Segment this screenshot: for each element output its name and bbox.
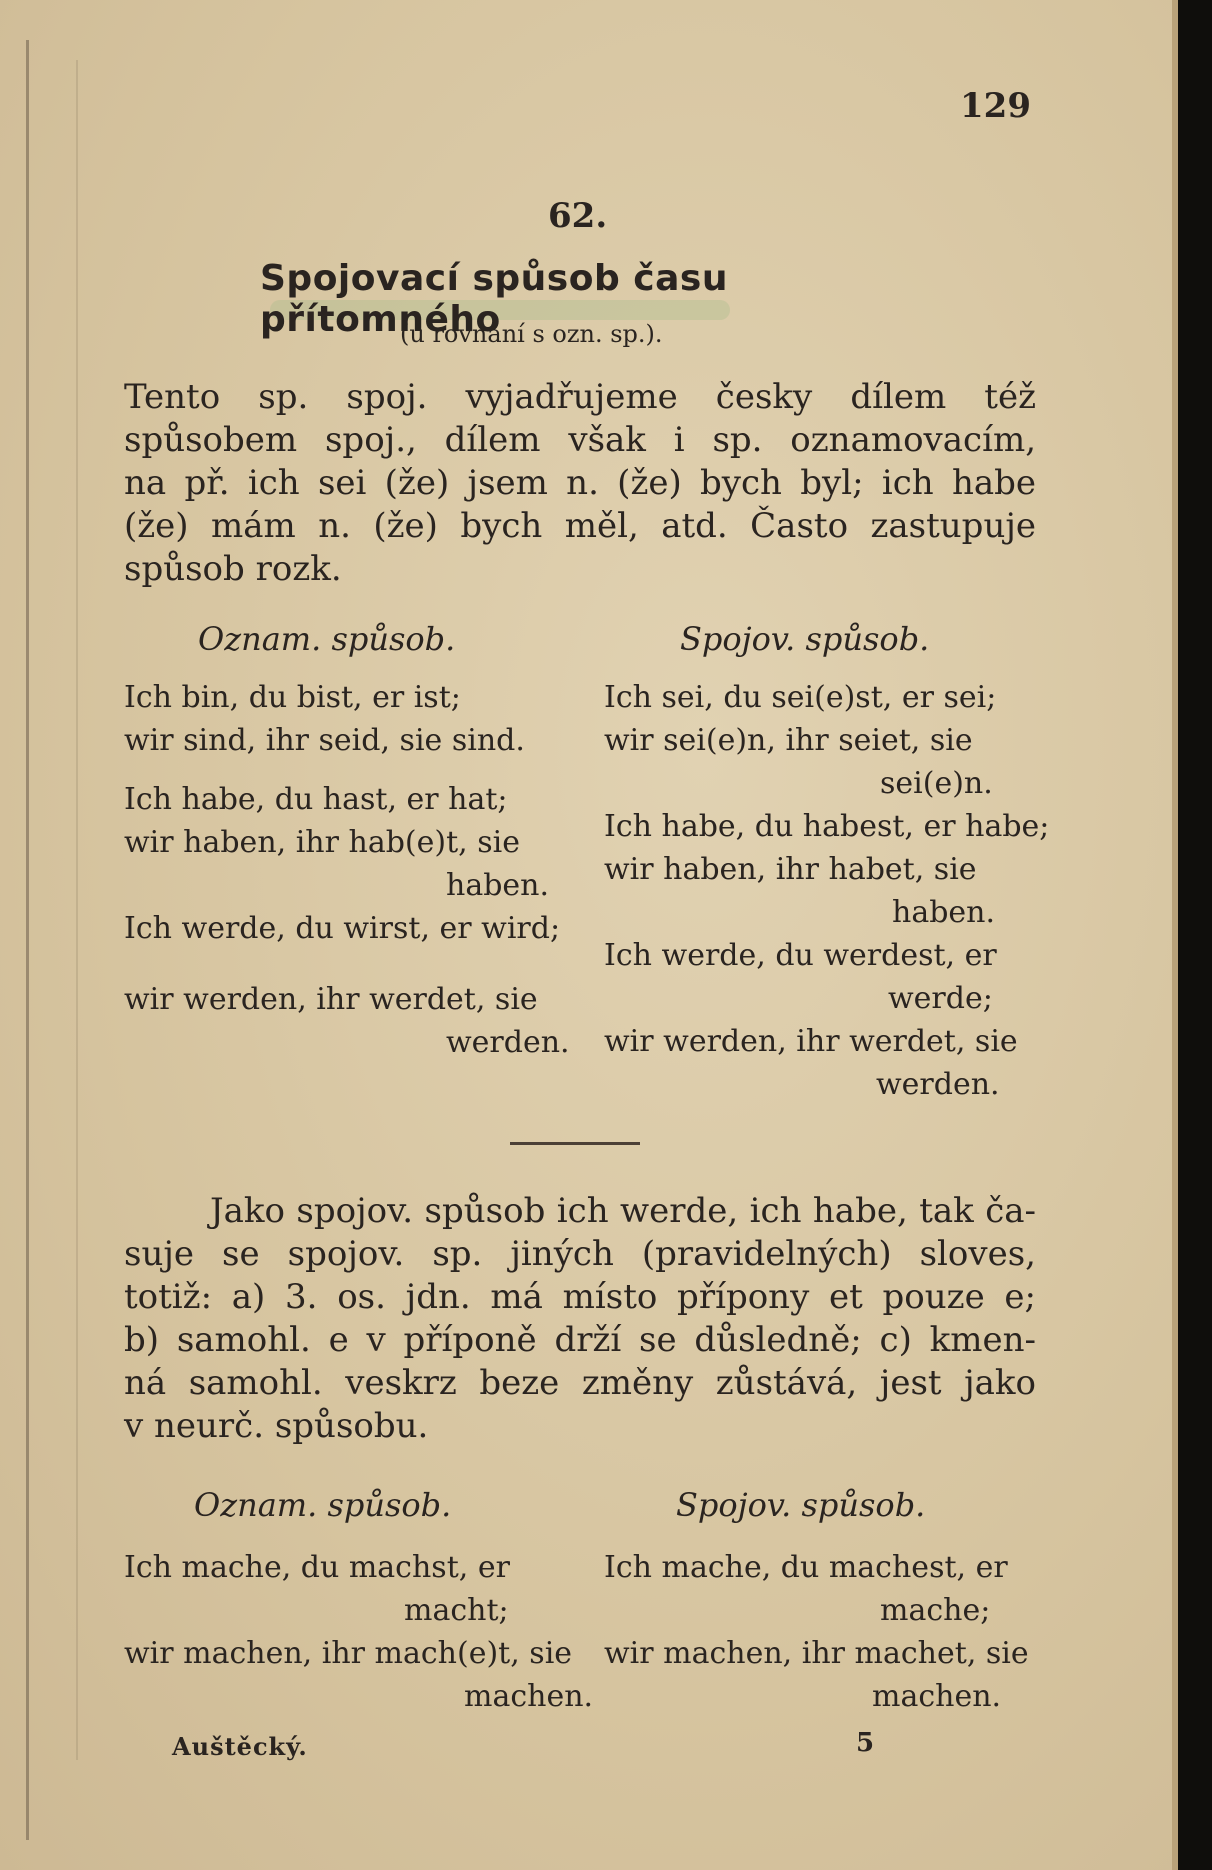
conjugation-line: wir werden, ihr werdet, sie	[604, 1024, 1018, 1059]
scan-background	[1178, 0, 1212, 1870]
subjunctive-heading: Spojov. spůsob.	[680, 620, 930, 658]
page-number: 129	[960, 86, 1031, 126]
intro-line: spůsob rozk.	[124, 549, 342, 589]
section-title: Spojovací spůsob času přítomného	[260, 258, 728, 340]
conjugation-line: machen.	[464, 1679, 594, 1714]
conjugation-line: werden.	[446, 1025, 570, 1060]
conjugation-line: sei(e)n.	[880, 766, 993, 801]
subjunctive-conjugation	[604, 676, 1049, 1106]
binding-edge	[26, 40, 29, 1840]
indicative-conjugation	[124, 676, 570, 1064]
conjugation-line: wir haben, ihr hab(e)t, sie	[124, 825, 520, 860]
printer-signature-author: Auštěcký.	[172, 1732, 308, 1761]
rule-line: ná samohl. veskrz beze změny zůstává, jest jako	[124, 1363, 1036, 1403]
intro-paragraph	[124, 376, 1036, 591]
printer-signature-number: 5	[856, 1728, 875, 1758]
conjugation-line: Ich werde, du wirst, er wird;	[124, 911, 561, 946]
section-number: 62.	[548, 196, 608, 236]
intro-line: Tento sp. spoj. vyjadřujeme česky dílem též	[124, 377, 1036, 417]
intro-line: na př. ich sei (že) jsem n. (že) bych byl; ich habe	[124, 463, 1036, 503]
conjugation-line: werden.	[876, 1067, 1000, 1102]
indicative-conjugation-2	[124, 1546, 593, 1718]
rule-line: Jako spojov. spůsob ich werde, ich habe, tak ča-	[210, 1191, 1036, 1231]
conjugation-line: macht;	[404, 1593, 509, 1628]
conjugation-line: Ich mache, du machst, er	[124, 1550, 510, 1585]
conjugation-line: Ich sei, du sei(e)st, er sei;	[604, 680, 997, 715]
indicative-heading-2: Oznam. spůsob.	[194, 1486, 452, 1524]
conjugation-line: haben.	[446, 868, 550, 903]
conjugation-line: haben.	[892, 895, 996, 930]
rule-line: suje se spojov. sp. jiných (pravidelných) sloves,	[124, 1234, 1036, 1274]
section-divider	[510, 1142, 640, 1145]
conjugation-line: wir sind, ihr seid, sie sind.	[124, 723, 525, 758]
conjugation-line: Ich habe, du habest, er habe;	[604, 809, 1050, 844]
conjugation-line: mache;	[880, 1593, 991, 1628]
intro-line: (že) mám n. (že) bych měl, atd. Často zastupuje	[124, 506, 1036, 546]
conjugation-line: Ich werde, du werdest, er	[604, 938, 997, 973]
intro-line: spůsobem spoj., dílem však i sp. oznamovacím,	[124, 420, 1036, 460]
binding-shadow	[76, 60, 78, 1760]
rule-line: totiž: a) 3. os. jdn. má místo přípony et pouze e;	[124, 1277, 1036, 1317]
conjugation-line: wir haben, ihr habet, sie	[604, 852, 977, 887]
conjugation-line: wir werden, ihr werdet, sie	[124, 982, 538, 1017]
rule-paragraph	[124, 1190, 1036, 1448]
subjunctive-conjugation-2	[604, 1546, 1029, 1718]
section-subtitle: (u rovnání s ozn. sp.).	[400, 320, 663, 348]
rule-line: b) samohl. e v příponě drží se důsledně; c) kmen-	[124, 1320, 1036, 1360]
rule-line: v neurč. spůsobu.	[124, 1406, 429, 1446]
conjugation-line: Ich habe, du hast, er hat;	[124, 782, 508, 817]
conjugation-line: wir machen, ihr machet, sie	[604, 1636, 1029, 1671]
conjugation-line: Ich mache, du machest, er	[604, 1550, 1008, 1585]
conjugation-line: werde;	[888, 981, 993, 1016]
subjunctive-heading-2: Spojov. spůsob.	[676, 1486, 926, 1524]
conjugation-line: Ich bin, du bist, er ist;	[124, 680, 461, 715]
conjugation-line: wir machen, ihr mach(e)t, sie	[124, 1636, 573, 1671]
indicative-heading: Oznam. spůsob.	[198, 620, 456, 658]
conjugation-line: wir sei(e)n, ihr seiet, sie	[604, 723, 973, 758]
conjugation-line: machen.	[872, 1679, 1002, 1714]
